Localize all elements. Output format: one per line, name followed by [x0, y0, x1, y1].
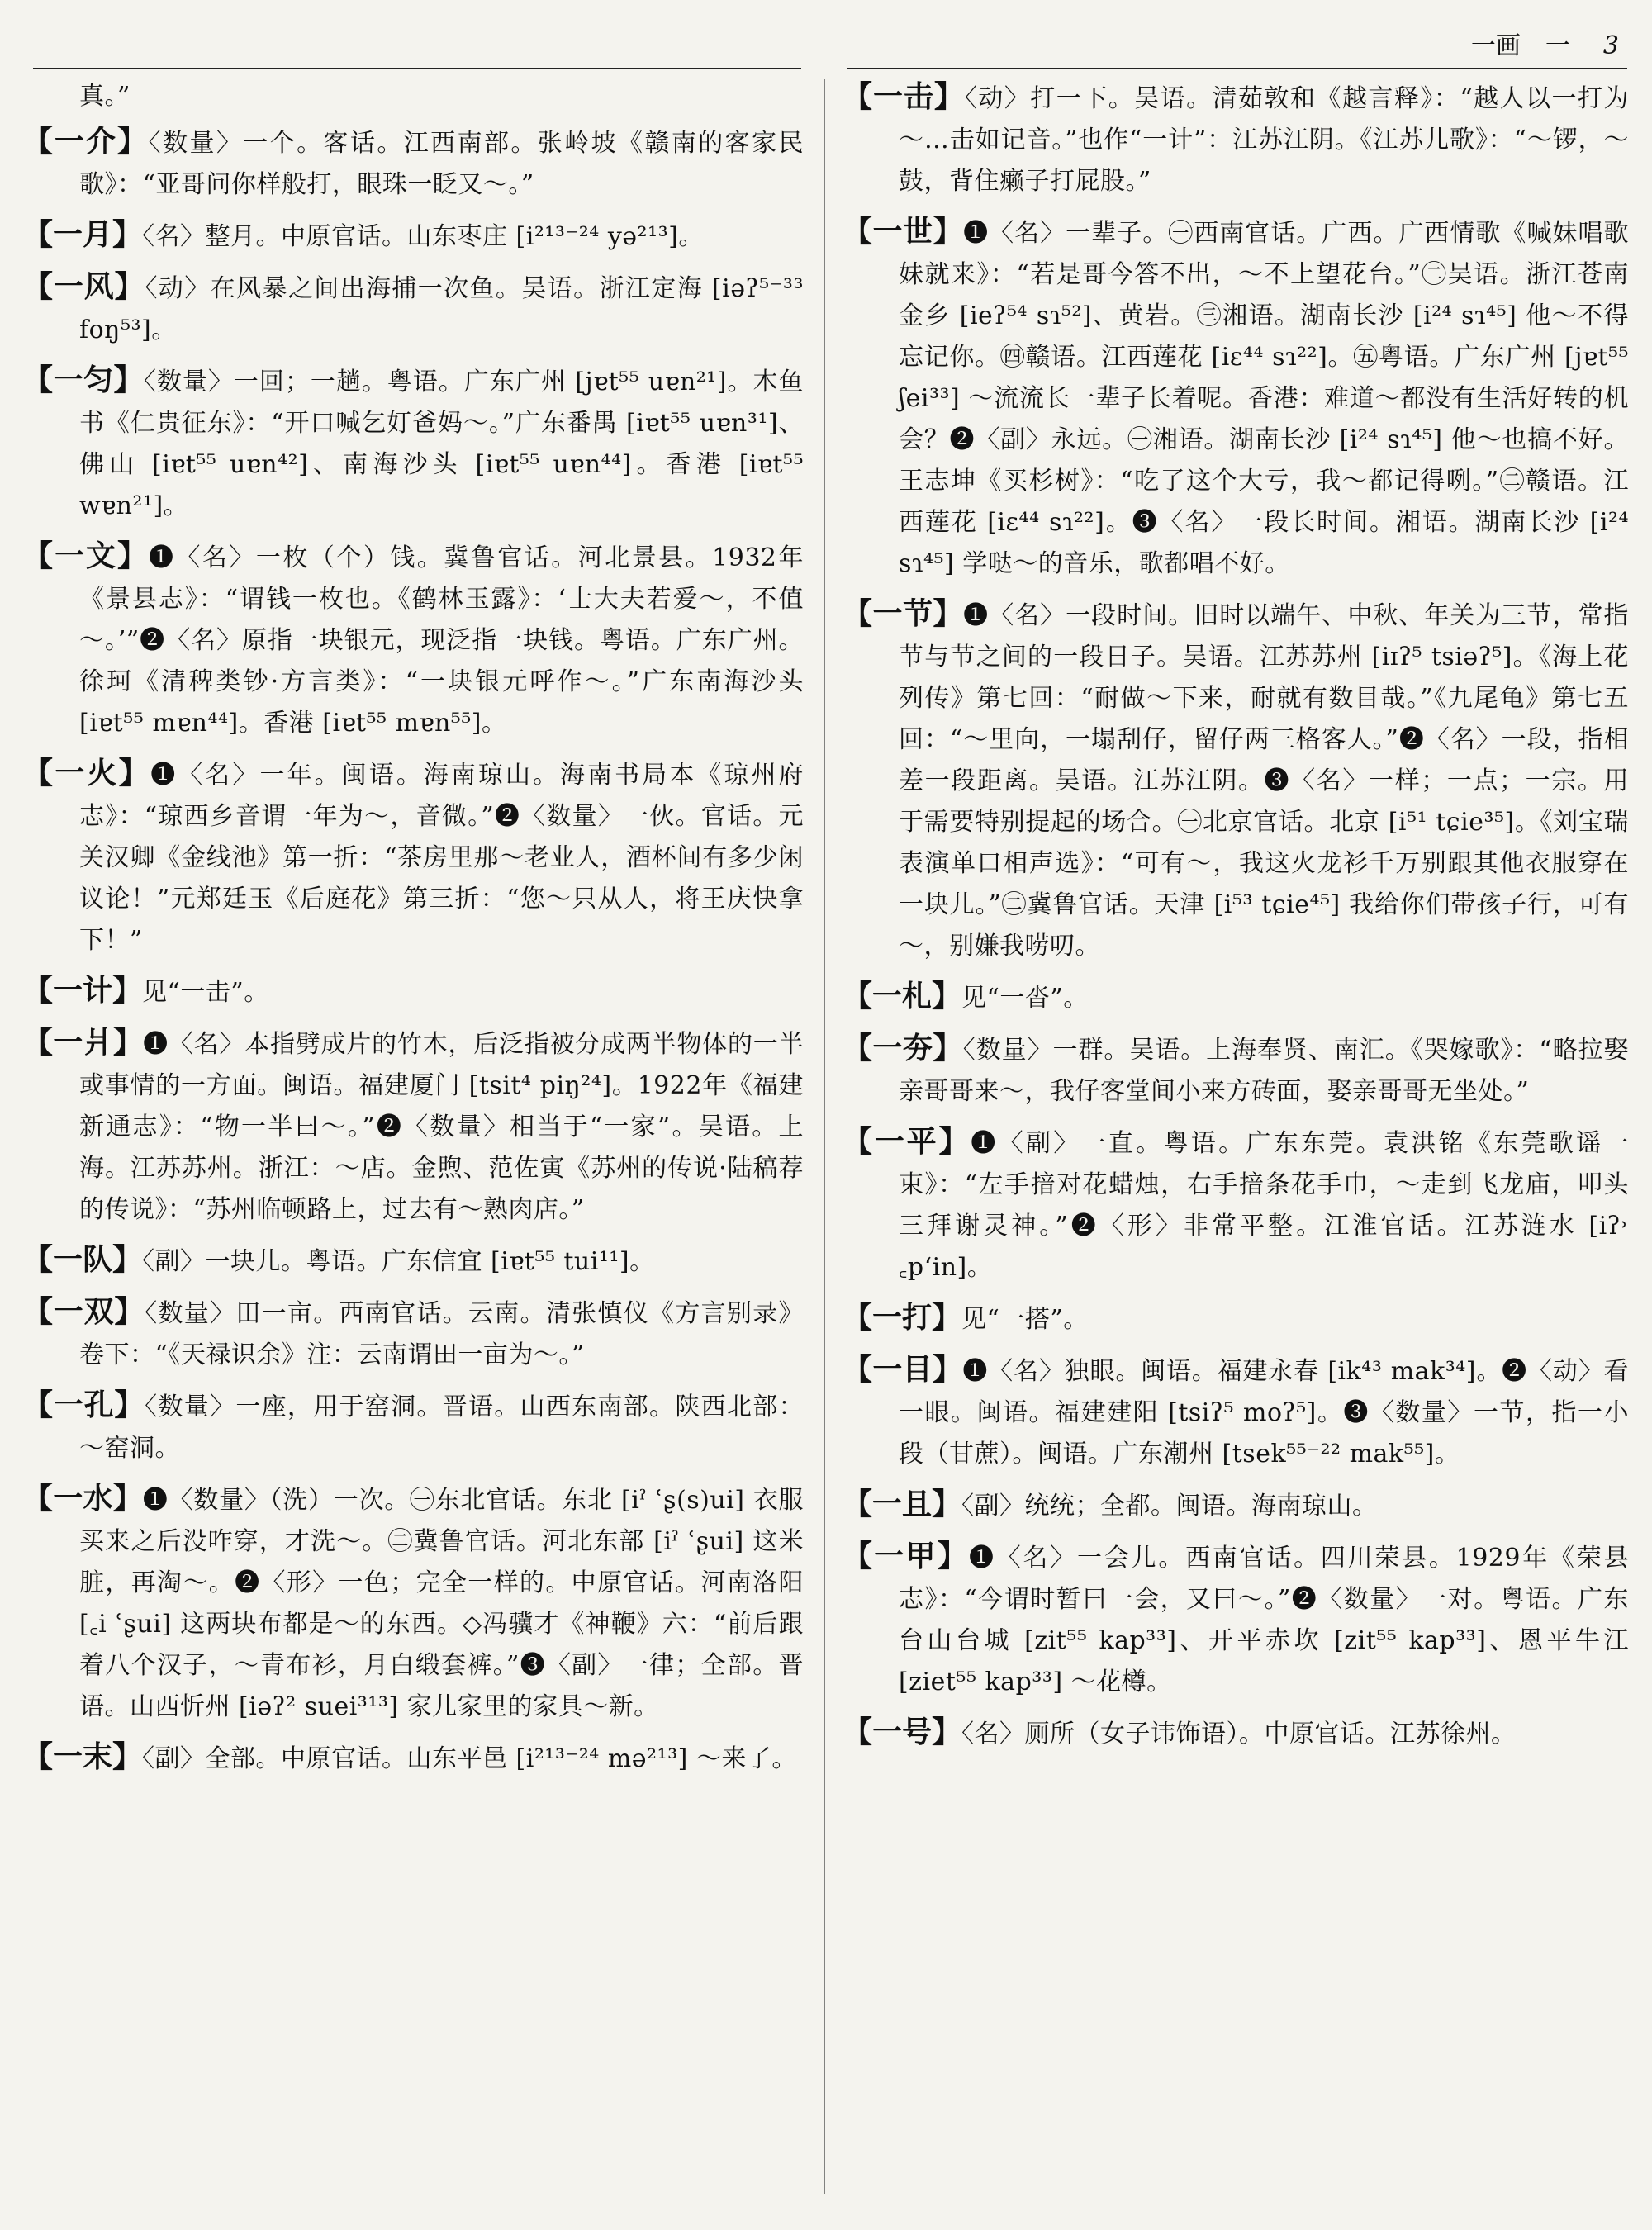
entry-definition: ❶〈副〉一直。粤语。广东东莞。袁洪铭《东莞歌谣一束》：“左手揞对花蜡烛，右手揞条花手巾，～走到飞龙庙，叩头三拜谢灵神。”❷〈形〉非常平整。江淮官话。江苏涟水 [iʔ˒ ꜀pʻin]。 [899, 1129, 1629, 1282]
entry-definition: 见“一沓”。 [961, 984, 1089, 1013]
entry-headword: 【一水】 [23, 1481, 143, 1516]
dictionary-entry [23, 359, 804, 527]
entry-headword: 【一世】 [843, 214, 964, 249]
dictionary-entry [23, 214, 804, 258]
entry-headword: 【一计】 [23, 973, 143, 1008]
page-number: 3 [1602, 31, 1619, 60]
entry-definition: 〈副〉一块儿。粤语。广东信宜 [iɐt⁵⁵ tui¹¹]。 [142, 1247, 655, 1276]
entry-headword: 【一打】 [843, 1300, 962, 1335]
dictionary-entry [23, 1736, 804, 1780]
dictionary-entry [843, 1349, 1629, 1475]
entry-headword: 【一匀】 [23, 363, 144, 397]
entry-headword: 【一双】 [23, 1294, 145, 1329]
entry-headword: 【一文】 [23, 539, 149, 573]
entry-headword: 【一末】 [23, 1739, 143, 1774]
entry-definition: 真。” [79, 82, 131, 111]
entry-headword: 【一目】 [843, 1352, 963, 1387]
entry-headword: 【一爿】 [23, 1025, 144, 1060]
entry-definition: ❶〈名〉一段时间。旧时以端午、中秋、年关为三节，常指节与节之间的一段日子。吴语。江苏苏州 [iɪʔ⁵ tsiəʔ⁵]。《海上花列传》第七回：“耐做～下来，耐就有数目哉。”《九尾龟》第七五回：“～里向，一塌刮仔，留仔两三格客人。”❷〈名〉一段，指相差一段距离。吴语。江苏江阴。❸〈名〉一样；一点；一宗。用于需要特别提起的场合。㊀北京官话。北京 [i⁵¹ tɕie³⁵]。《刘宝瑞表演单口相声选》：“可有～，我这火龙衫千万别跟其他衣服穿在一块儿。”㊁冀鲁官话。天津 [i⁵³ tɕie⁴⁵] 我给你们带孩子行，可有～，别嫌我唠叨。 [899, 601, 1629, 961]
entry-headword: 【一夯】 [843, 1031, 963, 1065]
dictionary-entry [843, 1121, 1629, 1288]
header-section: 一画 一 [1470, 31, 1570, 60]
dictionary-entry [23, 1022, 804, 1231]
entry-definition: 〈数量〉田一亩。西南官话。云南。清张慎仪《方言别录》卷下：“《天禄识余》注：云南谓田一亩为～。” [79, 1299, 804, 1369]
entry-definition: ❶〈名〉一枚（个）钱。冀鲁官话。河北景县。1932年《景县志》：“谓钱一枚也。《鹤林玉露》：‘士大夫若爱～，不值～。’”❷〈名〉原指一块银元，现泛指一块钱。粤语。广东广州。徐珂《清稗类钞·方言类》：“一块银元呼作～。”广东南海沙头 [iɐt⁵⁵ mɐn⁴⁴]。香港 [iɐt⁵⁵ mɐn⁵⁵]。 [79, 543, 804, 738]
entry-headword: 【一月】 [23, 217, 143, 252]
entry-headword: 【一且】 [843, 1487, 962, 1521]
dictionary-entry [23, 266, 804, 351]
entry-definition: ❶〈名〉独眼。闽语。福建永春 [ik⁴³ mak³⁴]。❷〈动〉看一眼。闽语。福建建阳 [tsiʔ⁵ moʔ⁵]。❸〈数量〉一节，指一小段（甘蔗）。闽语。广东潮州 [tsek⁵⁵⁻²² mak⁵⁵]。 [899, 1357, 1629, 1468]
entry-definition: 〈副〉全部。中原官话。山东平邑 [i²¹³⁻²⁴ mə²¹³] ～来了。 [142, 1744, 797, 1773]
dictionary-entry [843, 1535, 1629, 1703]
dictionary-entry [23, 1239, 804, 1283]
entry-headword: 【一号】 [843, 1715, 962, 1749]
dictionary-entry [843, 1483, 1629, 1527]
dictionary-entry [843, 1027, 1629, 1113]
entry-definition: 〈副〉统统；全都。闽语。海南琼山。 [961, 1492, 1378, 1521]
dictionary-entry [843, 76, 1629, 202]
dictionary-entry [23, 76, 804, 117]
header-rule-left [33, 68, 801, 69]
entry-definition: 〈名〉厕所（女子讳饰语）。中原官话。江苏徐州。 [961, 1720, 1517, 1748]
entry-definition: 见“一搭”。 [961, 1305, 1089, 1334]
entry-headword: 【一风】 [23, 269, 145, 304]
dictionary-entry [23, 1384, 804, 1469]
header-rule-right [847, 68, 1627, 69]
column-separator [824, 79, 825, 2194]
entry-definition: ❶〈名〉本指劈成片的竹木，后泛指被分成两半物体的一半或事情的一方面。闽语。福建厦门 [tsit⁴ piŋ²⁴]。1922年《福建新通志》：“物一半曰～。”❷〈数量〉相当于“一家”。吴语。上海。江苏苏州。浙江：～店。金煦、范佐寅《苏州的传说·陆稿荐的传说》：“苏州临顿路上，过去有～熟肉店。” [79, 1030, 804, 1224]
entry-headword: 【一队】 [23, 1242, 143, 1277]
entry-headword: 【一节】 [843, 596, 964, 631]
entry-definition: 〈动〉打一下。吴语。清茹敦和《越言释》：“越人以一打为～…击如记音。”也作“一计”：江苏江阴。《江苏儿歌》：“～锣，～鼓，背住癞子打屁股。” [899, 84, 1629, 196]
entry-headword: 【一札】 [843, 979, 962, 1013]
entry-definition: 〈数量〉一座，用于窑洞。晋语。山西东南部。陕西北部：～窑洞。 [79, 1393, 804, 1463]
entry-headword: 【一甲】 [843, 1539, 970, 1573]
entry-definition: ❶〈名〉一会儿。西南官话。四川荣县。1929年《荣县志》：“今谓时暂曰一会，又曰～。”❷〈数量〉一对。粤语。广东台山台城 [zit⁵⁵ kap³³]、开平赤坎 [zit⁵⁵ kap³³]、恩平牛江 [ziet⁵⁵ kap³³] ～花樽。 [899, 1544, 1629, 1696]
entry-definition: 〈数量〉一群。吴语。上海奉贤、南汇。《哭嫁歌》：“略拉娶亲哥哥来～，我仔客堂间小来方砖面，娶亲哥哥无坐处。” [899, 1036, 1629, 1106]
left-column [23, 76, 804, 2199]
dictionary-entry [23, 1478, 804, 1728]
dictionary-entry [23, 121, 804, 206]
dictionary-entry [23, 1291, 804, 1376]
dictionary-entry [843, 975, 1629, 1019]
dictionary-entry [843, 1297, 1629, 1340]
entry-definition: 〈数量〉一回；一趟。粤语。广东广州 [jɐt⁵⁵ uɐn²¹]。木鱼书《仁贵征东》：“开口喊乞奵爸妈～。”广东番禺 [iɐt⁵⁵ uɐn³¹]、佛山 [iɐt⁵⁵ uɐn⁴²]、南海沙头 [iɐt⁵⁵ uɐn⁴⁴]。香港 [iɐt⁵⁵ wɐn²¹]。 [79, 368, 804, 520]
entry-definition: 〈名〉整月。中原官话。山东枣庄 [i²¹³⁻²⁴ yə²¹³]。 [142, 222, 704, 251]
entry-definition: ❶〈名〉一年。闽语。海南琼山。海南书局本《琼州府志》：“琼西乡音谓一年为～，音微。”❷〈数量〉一伙。官话。元关汉卿《金线池》第一折：“茶房里那～老业人，酒杯间有多少闲议论！”元郑廷玉《后庭花》第三折：“您～只从人，将王庆快拿下！” [79, 761, 804, 955]
entry-headword: 【一击】 [843, 79, 965, 114]
dictionary-entry [23, 752, 804, 961]
entry-definition: ❶〈名〉一辈子。㊀西南官话。广西。广西情歌《喊妹唱歌妹就来》：“若是哥今答不出，～不上望花台。”㊁吴语。浙江苍南金乡 [ieʔ⁵⁴ sɿ⁵²]、黄岩。㊂湘语。湖南长沙 [i²⁴ sɿ⁴⁵] 他～不得忘记你。㊃赣语。江西莲花 [iɛ⁴⁴ sɿ²²]。㊄粤语。广东广州 [jɐt⁵⁵ ʃei³³] ～流流长一辈子长着呢。香港：难道～都没有生活好转的机会？❷〈副〉永远。㊀湘语。湖南长沙 [i²⁴ sɿ⁴⁵] 他～也搞不好。王志坤《买杉树》：“吃了这个大亏，我～都记得咧。”㊁赣语。江西莲花 [iɛ⁴⁴ sɿ²²]。❸〈名〉一段长时间。湘语。湖南长沙 [i²⁴ sɿ⁴⁵] 学哒～的音乐，歌都唱不好。 [899, 219, 1629, 578]
entry-definition: 见“一击”。 [142, 978, 269, 1007]
entry-definition: 〈数量〉一个。客话。江西南部。张岭坡《赣南的客家民歌》：“亚哥问你样般打，眼珠一眨又～。” [79, 129, 804, 199]
dictionary-entry [23, 970, 804, 1013]
entry-headword: 【一火】 [23, 756, 151, 790]
dictionary-entry [843, 211, 1629, 585]
entry-definition: ❶〈数量〉（洗）一次。㊀东北官话。东北 [iˀ ʿʂ(s)ui] 衣服买来之后没咋穿，才洗～。㊁冀鲁官话。河北东部 [iˀ ʿʂui] 这米脏，再淘～。❷〈形〉一色；完全一样的。中原官话。河南洛阳 [꜀i ʿʂui] 这两块布都是～的东西。◇冯骥才《神鞭》六：“前后跟着八个汉子，～青布衫，月白缎套裤。”❸〈副〉一律；全部。晋语。山西忻州 [iəʔ² suei³¹³] 家儿家里的家具～新。 [79, 1486, 804, 1721]
entry-definition: 〈动〉在风暴之间出海捕一次鱼。吴语。浙江定海 [iəʔ⁵⁻³³ foŋ⁵³]。 [79, 274, 804, 344]
entry-headword: 【一介】 [23, 124, 149, 159]
dictionary-entry [23, 535, 804, 744]
entry-headword: 【一孔】 [23, 1388, 145, 1422]
dictionary-entry [843, 1711, 1629, 1755]
right-column [843, 76, 1629, 2199]
running-header [1371, 23, 1619, 69]
dictionary-entry [843, 593, 1629, 967]
entry-headword: 【一平】 [843, 1124, 971, 1159]
